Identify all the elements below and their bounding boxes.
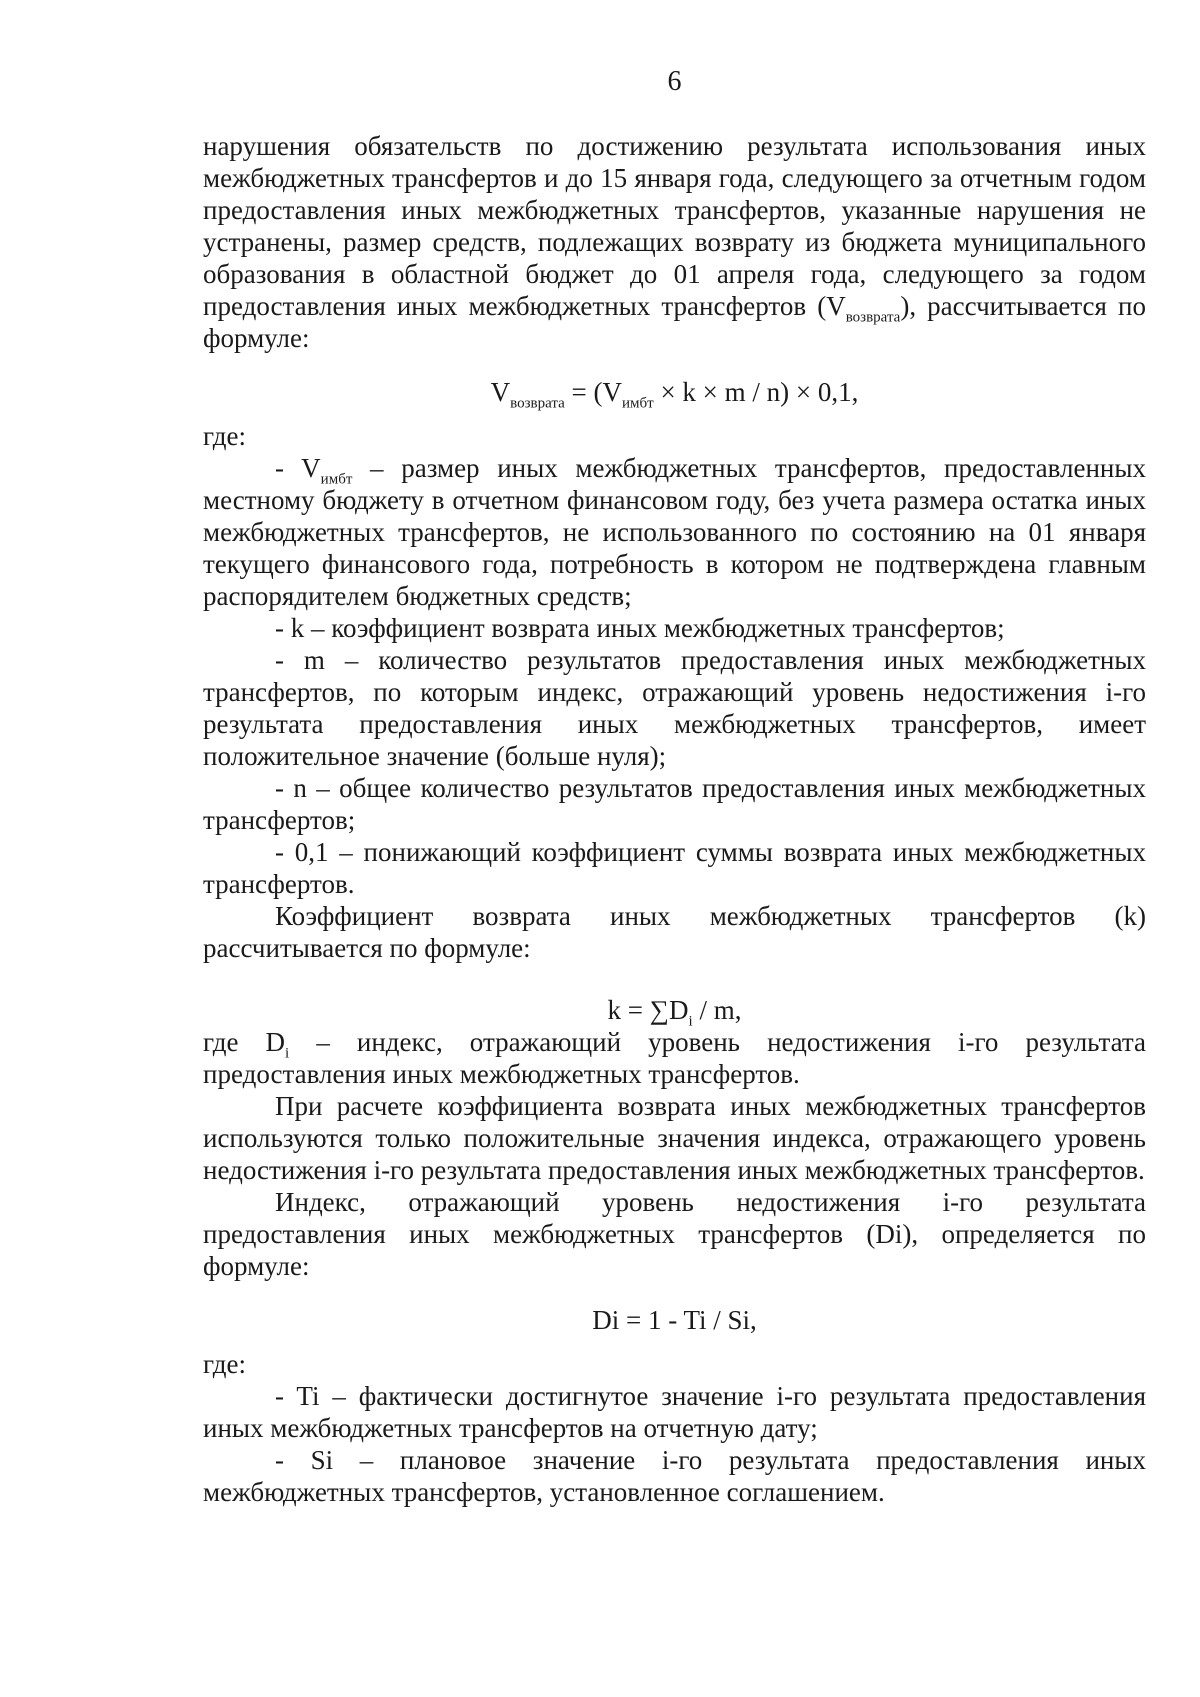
document-page <box>203 62 1146 1508</box>
formula-v-return-mid: = (V <box>564 377 622 407</box>
paragraph-k-intro: Коэффициент возврата иных межбюджетных трансфертов (k) рассчитывается по формуле: <box>203 901 1146 963</box>
paragraph-index: Индекс, отражающий уровень недостижения i-го результата предоставления иных межбюджетных трансфертов (Di), определяется по формуле: <box>203 1187 1146 1281</box>
paragraph-return-conditions: нарушения обязательств по достижению результата использования иных межбюджетных трансфертов и до 15 января года, следующего за отчетным годом предоставления иных межбюджетных трансфертов, указанные нарушения не устранены, размер средств, подлежащих возврату из бюджета муниципального образования в областной бюджет до 01 апреля года, следующего за годом предоставления иных межбюджетных трансфертов $(V_{возврата})$, рассчитывается по формуле: <box>203 131 1146 353</box>
formula-k <box>203 994 1146 1030</box>
definition-n: - n – общее количество результатов предоставления иных межбюджетных трансфертов; <box>203 773 1146 835</box>
paragraph-return-conditions-tail: ), рассчитывается по формуле: <box>203 291 1146 353</box>
definition-k: - k – коэффициент возврата иных межбюджетных трансфертов; <box>275 613 1005 643</box>
definition-di-prefix: где D <box>203 1027 286 1057</box>
definition-v-imbt: - $V_{имбт}$ – размер иных межбюджетных трансфертов, предоставленных местному бюджету в отчетном финансовом году, без учета размера остатка иных межбюджетных трансфертов, не использованного по состоянию на 01 января текущего финансового года, потребность в котором не подтверждена главным распорядителем бюджетных средств; <box>203 453 1146 611</box>
definition-di-sub: i <box>285 1045 290 1062</box>
definition-v-imbt-sub: имбт <box>320 471 353 488</box>
formula-v-return-lhs: V <box>490 377 511 407</box>
definition-v-imbt-text: – размер иных межбюджетных трансфертов, предоставленных местному бюджету в отчетном финансовом году, без учета размера остатка иных межбюджетных трансфертов, не использованного по состоянию на 01 января текущего финансового года, потребность в котором не подтверждена главным распорядителем бюджетных средств; <box>203 453 1146 611</box>
page-number: 6 <box>667 66 682 97</box>
definition-v-imbt-var: V <box>301 453 321 483</box>
formula-k-rhs: / m, <box>692 995 742 1025</box>
var-v-return: V <box>826 291 846 321</box>
paragraph-return-conditions-text: нарушения обязательств по достижению результата использования иных межбюджетных трансфертов и до 15 января года, следующего за отчетным годом предоставления иных межбюджетных трансфертов, указанные нарушения не устранены, размер средств, подлежащих возврату из бюджета муниципального образования в областной бюджет до 01 апреля года, следующего за годом предоставления иных межбюджетных трансфертов <box>203 131 1146 321</box>
formula-v-return-lhs-sub: возврата <box>510 395 565 412</box>
definition-0-1: - 0,1 – понижающий коэффициент суммы возврата иных межбюджетных трансфертов. <box>203 837 1146 899</box>
formula-v-return-rhs: × k × m / n) × 0,1, <box>653 377 859 407</box>
definition-ti: - Ti – фактически достигнутое значение i-го результата предоставления иных межбюджетных трансфертов на отчетную дату; <box>203 1381 1146 1443</box>
formula-v-return <box>203 376 1146 412</box>
definition-di <box>203 1026 1146 1090</box>
var-v-return-sub: возврата <box>845 309 901 326</box>
formula-v-return-mid-sub: имбт <box>621 395 654 412</box>
definition-di-text: – индекс, отражающий уровень недостижения i-го результата предоставления иных межбюджетных трансфертов. <box>203 1027 1146 1089</box>
formula-k-lhs: k = ∑D <box>607 995 689 1025</box>
paragraph-calculation: При расчете коэффициента возврата иных межбюджетных трансфертов используются только положительные значения индекса, отражающего уровень недостижения i-го результата предоставления иных межбюджетных трансфертов. <box>203 1091 1146 1185</box>
definition-si: - Si – плановое значение i-го результата предоставления иных межбюджетных трансфертов, установленное соглашением. <box>203 1445 1146 1507</box>
where-label: где: <box>203 421 246 451</box>
definition-m: - m – количество результатов предоставления иных межбюджетных трансфертов, по которым индекс, отражающий уровень недостижения i-го результата предоставления иных межбюджетных трансфертов, имеет положительное значение (больше нуля); <box>203 645 1146 771</box>
formula-di: Di = 1 - Ti / Si, <box>592 1305 757 1335</box>
where-label-2: где: <box>203 1349 246 1379</box>
formula-k-sub: i <box>688 1013 693 1030</box>
